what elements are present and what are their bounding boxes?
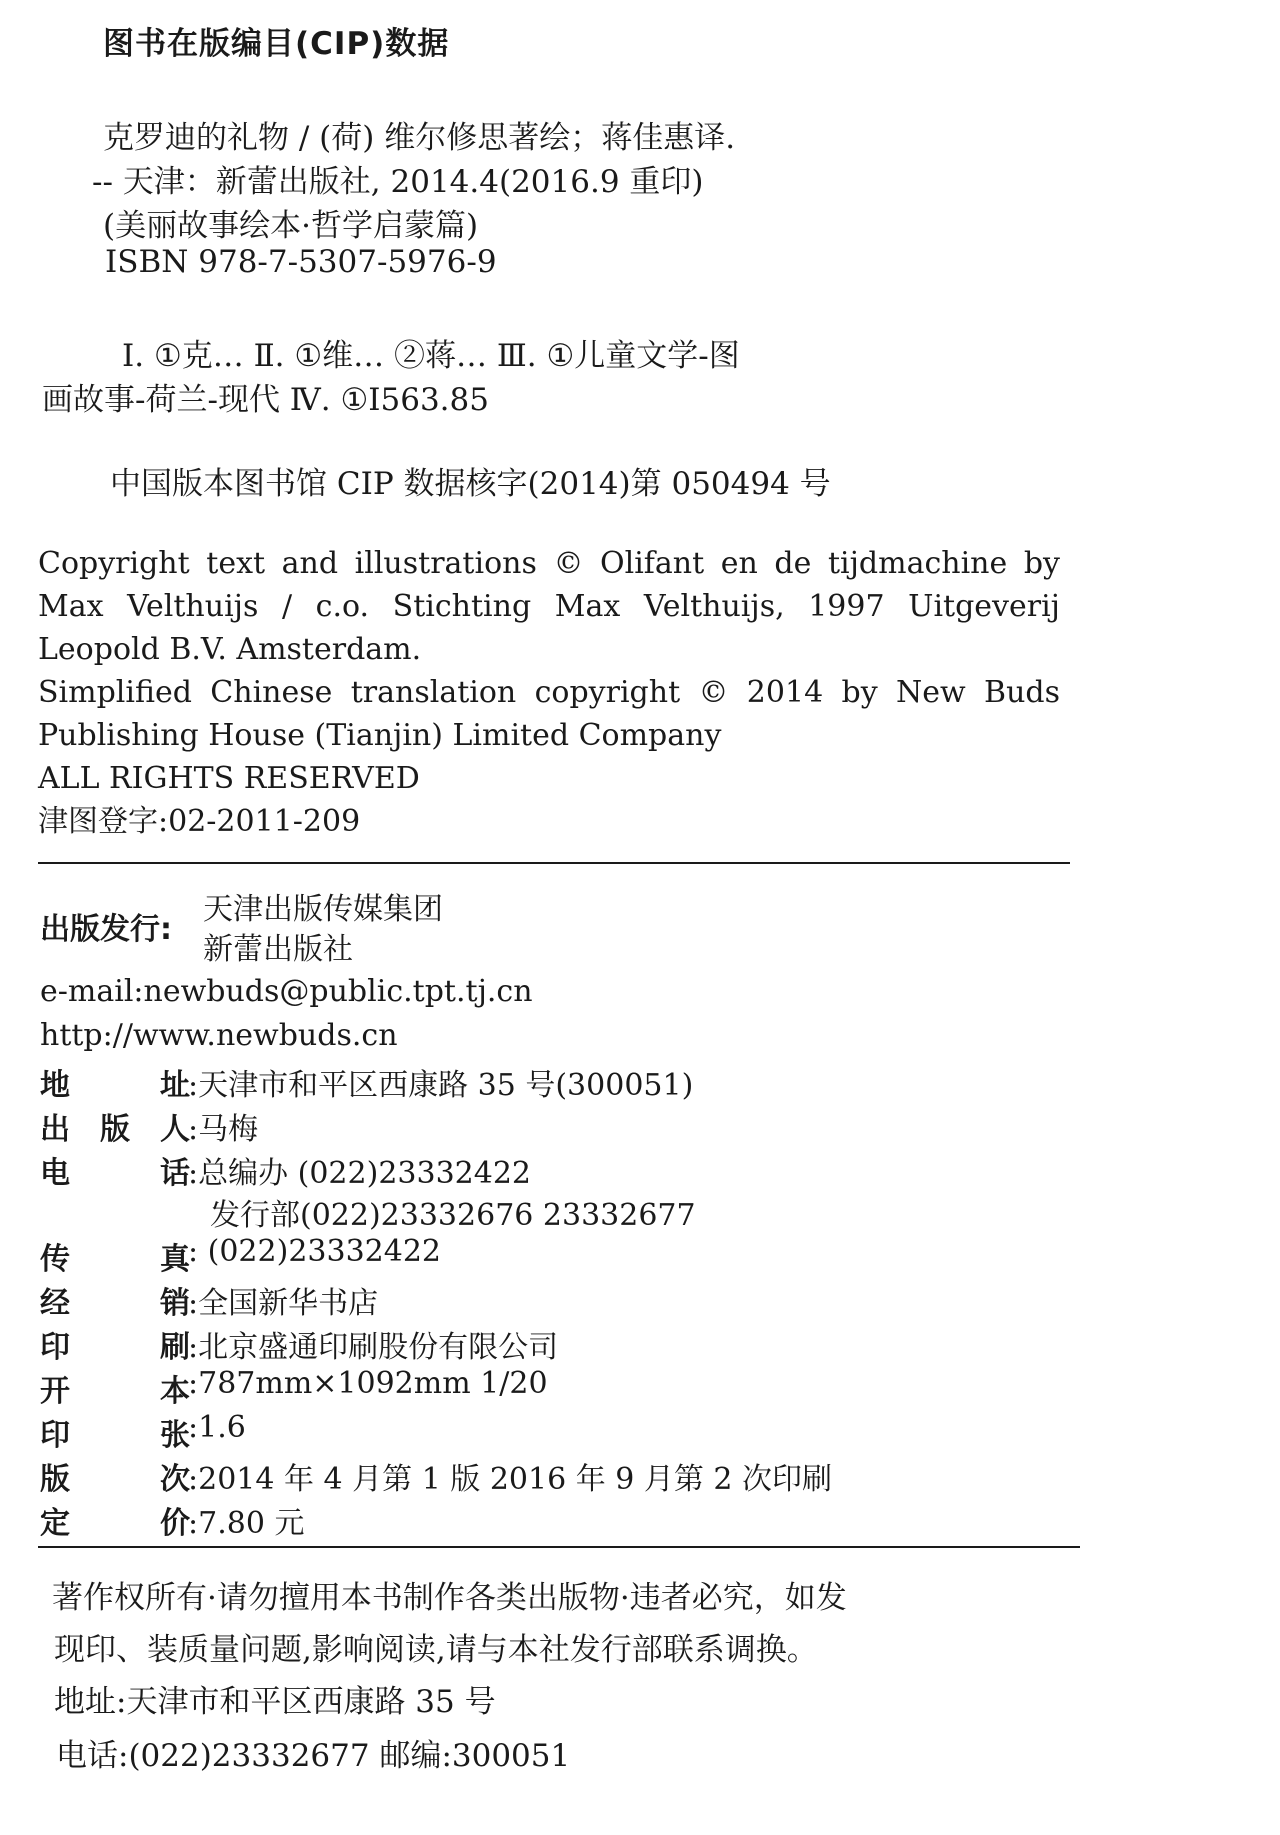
sheets-label: 印 张 (40, 1418, 190, 1453)
price-value: :7.80 元 (188, 1506, 305, 1541)
phone-value-2: 发行部(022)23332676 23332677 (210, 1198, 696, 1233)
address-label: 地 址 (40, 1068, 190, 1103)
fax-value: : (022)23332422 (188, 1234, 442, 1269)
footer-phone-postcode: 电话:(022)23332677 邮编:300051 (56, 1738, 571, 1774)
footer-address: 地址:天津市和平区西康路 35 号 (54, 1684, 496, 1720)
sheets-value: :1.6 (188, 1410, 246, 1445)
cip-classification-line-2: 画故事-荷兰-现代 Ⅳ. ①I563.85 (42, 382, 489, 418)
cip-heading: 图书在版编目(CIP)数据 (103, 26, 450, 62)
publisher-name-1: 天津出版传媒集团 (203, 892, 443, 927)
publisher-row (40, 904, 172, 948)
distributor-label: 经 销 (40, 1286, 190, 1321)
copyright-block (38, 542, 1060, 843)
registration-number: 津图登字:02-2011-209 (38, 804, 361, 839)
cip-classification-line: Ⅰ. ①克… Ⅱ. ①维… ②蒋… Ⅲ. ①儿童文学-图 (122, 338, 740, 374)
publisher-website: http://www.newbuds.cn (40, 1018, 398, 1053)
phone-label: 电 话 (40, 1156, 190, 1191)
all-rights-reserved: ALL RIGHTS RESERVED (38, 761, 420, 796)
translation-copyright-line: Publishing House (Tianjin) Limited Company (38, 718, 722, 753)
copyright-line: Copyright text and illustrations © Olifant en de tijdmachine by (38, 546, 1060, 581)
format-label: 开 本 (40, 1374, 190, 1409)
address-value: :天津市和平区西康路 35 号(300051) (188, 1068, 694, 1103)
footer-notice-line-2: 现印、装质量问题,影响阅读,请与本社发行部联系调换。 (54, 1632, 818, 1668)
distributor-value: :全国新华书店 (188, 1286, 379, 1321)
fax-label: 传 真 (40, 1242, 190, 1277)
publisher-person-value: :马梅 (188, 1112, 259, 1147)
publisher-person-label: 出 版 人 (40, 1112, 190, 1147)
divider-top (38, 862, 1070, 864)
footer-notice-line: 著作权所有·请勿擅用本书制作各类出版物·违者必究，如发 (52, 1580, 847, 1616)
copyright-line: Max Velthuijs / c.o. Stichting Max Velthuijs, 1997 Uitgeverij (38, 589, 1060, 624)
edition-value: :2014 年 4 月第 1 版 2016 年 9 月第 2 次印刷 (188, 1462, 833, 1497)
publisher-email: e-mail:newbuds@public.tpt.tj.cn (40, 974, 533, 1009)
cip-title-line: 克罗迪的礼物 / (荷) 维尔修思著绘；蒋佳惠译. (103, 120, 736, 156)
cip-publisher-line: -- 天津：新蕾出版社, 2014.4(2016.9 重印) (92, 164, 704, 200)
price-label: 定 价 (40, 1506, 190, 1541)
phone-value: :总编办 (022)23332422 (188, 1156, 532, 1191)
printer-value: :北京盛通印刷股份有限公司 (188, 1330, 559, 1365)
cip-isbn-line: ISBN 978-7-5307-5976-9 (105, 244, 497, 280)
translation-copyright-line: Simplified Chinese translation copyright © 2014 by New Buds (38, 675, 1060, 710)
cip-verification-line: 中国版本图书馆 CIP 数据核字(2014)第 050494 号 (110, 466, 831, 502)
printer-label: 印 刷 (40, 1330, 190, 1365)
format-value: :787mm×1092mm 1/20 (188, 1366, 548, 1401)
publisher-label: 出版发行: (40, 912, 172, 947)
divider-bottom (38, 1546, 1080, 1548)
cip-series-line: (美丽故事绘本·哲学启蒙篇) (103, 208, 479, 244)
copyright-line: Leopold B.V. Amsterdam. (38, 632, 422, 667)
publisher-name-2: 新蕾出版社 (203, 932, 353, 967)
edition-label: 版 次 (40, 1462, 190, 1497)
